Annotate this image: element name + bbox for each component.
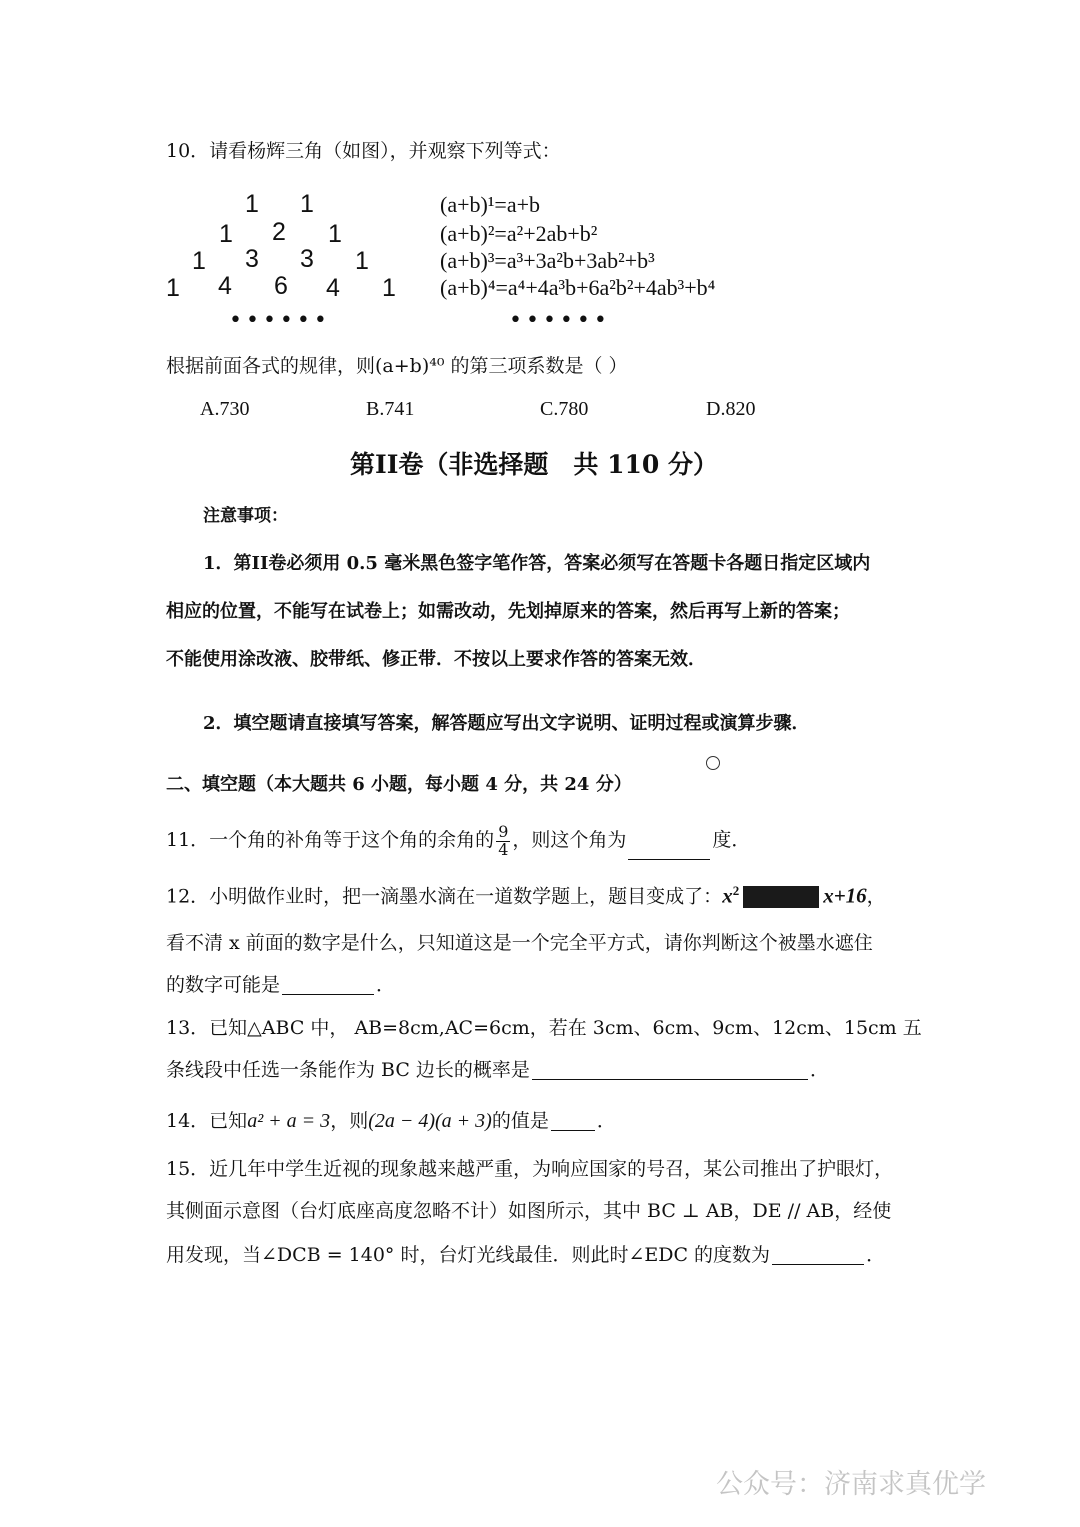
part2-heading: 二、填空题（本大题共 6 小题，每小题 4 分，共 24 分） bbox=[166, 774, 632, 795]
triangle-r4-2: 4 bbox=[218, 272, 232, 300]
triangle-r2-2: 2 bbox=[272, 218, 286, 246]
q12-line3 bbox=[166, 976, 395, 995]
q12-line3-post: ． bbox=[376, 974, 396, 996]
q15-line3-post: ． bbox=[866, 1244, 886, 1266]
q15-line3-pre: 用发现，当∠DCB = 140° 时，台灯光线最佳．则此时∠EDC 的度数为 bbox=[166, 1244, 771, 1266]
q12-line2: 看不清 x 前面的数字是什么，只知道这是一个完全平方式，请你判断这个被墨水遮住 bbox=[166, 932, 873, 954]
q14-condition: a² + a = 3 bbox=[247, 1110, 331, 1132]
equation-1: (a+b)¹=a+b bbox=[440, 192, 540, 217]
q11-frac-num: 9 bbox=[498, 821, 509, 841]
q14-answer-blank bbox=[551, 1112, 595, 1131]
q10-question: 根据前面各式的规律，则(a+b)⁴⁰ 的第三项系数是（ ） bbox=[166, 355, 628, 377]
q14-pre: 14．已知 bbox=[166, 1110, 248, 1132]
q13-line2-pre: 条线段中任选一条能作为 BC 边长的概率是 bbox=[166, 1059, 530, 1081]
triangle-dots: •••••• bbox=[229, 308, 331, 333]
triangle-r3-2: 3 bbox=[245, 245, 259, 273]
q11-pre: 11．一个角的补角等于这个角的余角的 bbox=[166, 829, 495, 851]
q12-answer-blank bbox=[282, 976, 374, 995]
notice1-line2: 相应的位置，不能写在试卷上；如需改动，先划掉原来的答案，然后再写上新的答案； bbox=[166, 601, 850, 622]
q11-unit: 度． bbox=[712, 829, 751, 851]
q15-line1: 15．近几年中学生近视的现象越来越严重，为响应国家的号召，某公司推出了护眼灯， bbox=[166, 1158, 894, 1180]
notice-label: 注意事项： bbox=[203, 506, 288, 526]
q15-answer-blank bbox=[772, 1246, 864, 1265]
q15-line2: 其侧面示意图（台灯底座高度忽略不计）如图所示，其中 BC ⊥ AB，DE // AB，经使 bbox=[166, 1200, 892, 1222]
q12-x: x bbox=[722, 883, 733, 908]
watermark: 公众号：济南求真优学 bbox=[716, 1469, 986, 1500]
q11-fraction bbox=[496, 821, 510, 859]
triangle-r2-1: 1 bbox=[219, 220, 233, 248]
q14 bbox=[166, 1111, 616, 1131]
q13-line2 bbox=[166, 1061, 829, 1080]
q11-answer-blank bbox=[628, 841, 710, 860]
option-c: C.780 bbox=[540, 398, 589, 420]
triangle-r1-2: 1 bbox=[300, 190, 314, 218]
q13-line2-post: ． bbox=[809, 1059, 829, 1081]
q12-exp: 2 bbox=[732, 883, 740, 898]
equation-2: (a+b)²=a²+2ab+b² bbox=[440, 221, 598, 246]
option-a: A.730 bbox=[200, 398, 250, 420]
triangle-r3-4: 1 bbox=[355, 247, 369, 275]
section2-title: 第II卷（非选择题 共 110 分） bbox=[350, 450, 718, 479]
q12-line1 bbox=[166, 884, 886, 908]
triangle-r4-4: 4 bbox=[326, 274, 340, 302]
triangle-r4-1: 1 bbox=[166, 274, 180, 302]
triangle-r1-1: 1 bbox=[245, 190, 259, 218]
q11-frac-den: 4 bbox=[498, 839, 509, 859]
q14-end: ． bbox=[596, 1110, 616, 1132]
notice2: 2．填空题请直接填写答案，解答题应写出文字说明、证明过程或演算步骤． bbox=[203, 713, 810, 734]
q15-line3 bbox=[166, 1246, 885, 1265]
q12-line1-pre: 12．小明做作业时，把一滴墨水滴在一道数学题上，题目变成了： bbox=[166, 885, 723, 908]
triangle-r2-3: 1 bbox=[328, 220, 342, 248]
q12-line3-pre: 的数字可能是 bbox=[166, 974, 281, 996]
q11 bbox=[166, 820, 750, 860]
option-d: D.820 bbox=[706, 398, 756, 420]
notice1-line3: 不能使用涂改液、胶带纸、修正带．不按以上要求作答的答案无效． bbox=[166, 649, 706, 670]
q11-post: ，则这个角为 bbox=[512, 829, 627, 851]
equation-3: (a+b)³=a³+3a²b+3ab²+b³ bbox=[440, 248, 655, 273]
triangle-r4-3: 6 bbox=[274, 272, 288, 300]
triangle-r3-3: 3 bbox=[300, 245, 314, 273]
q12-comma: ， bbox=[866, 885, 886, 908]
q14-mid: ，则 bbox=[330, 1110, 369, 1132]
notice1-line1: 1．第II卷必须用 0.5 毫米黑色签字笔作答，答案必须写在答题卡各题日指定区域内 bbox=[203, 553, 871, 574]
ink-blot bbox=[743, 886, 819, 908]
q14-expression: (2a − 4)(a + 3) bbox=[368, 1110, 492, 1132]
triangle-r4-5: 1 bbox=[382, 274, 396, 302]
equation-4: (a+b)⁴=a⁴+4a³b+6a²b²+4ab³+b⁴ bbox=[440, 275, 716, 300]
stray-circle-mark bbox=[706, 756, 720, 770]
q13-line1: 13．已知△ABC 中， AB=8cm,AC=6cm，若在 3cm、6cm、9cm、12cm、15cm 五 bbox=[166, 1017, 922, 1039]
triangle-r3-1: 1 bbox=[192, 247, 206, 275]
q10-stem: 10．请看杨辉三角（如图），并观察下列等式： bbox=[166, 140, 561, 162]
q14-post: 的值是 bbox=[491, 1110, 549, 1132]
option-b: B.741 bbox=[366, 398, 415, 420]
q13-answer-blank bbox=[532, 1061, 808, 1080]
equation-dots: •••••• bbox=[509, 308, 611, 333]
q12-tail: x+16 bbox=[823, 883, 867, 908]
